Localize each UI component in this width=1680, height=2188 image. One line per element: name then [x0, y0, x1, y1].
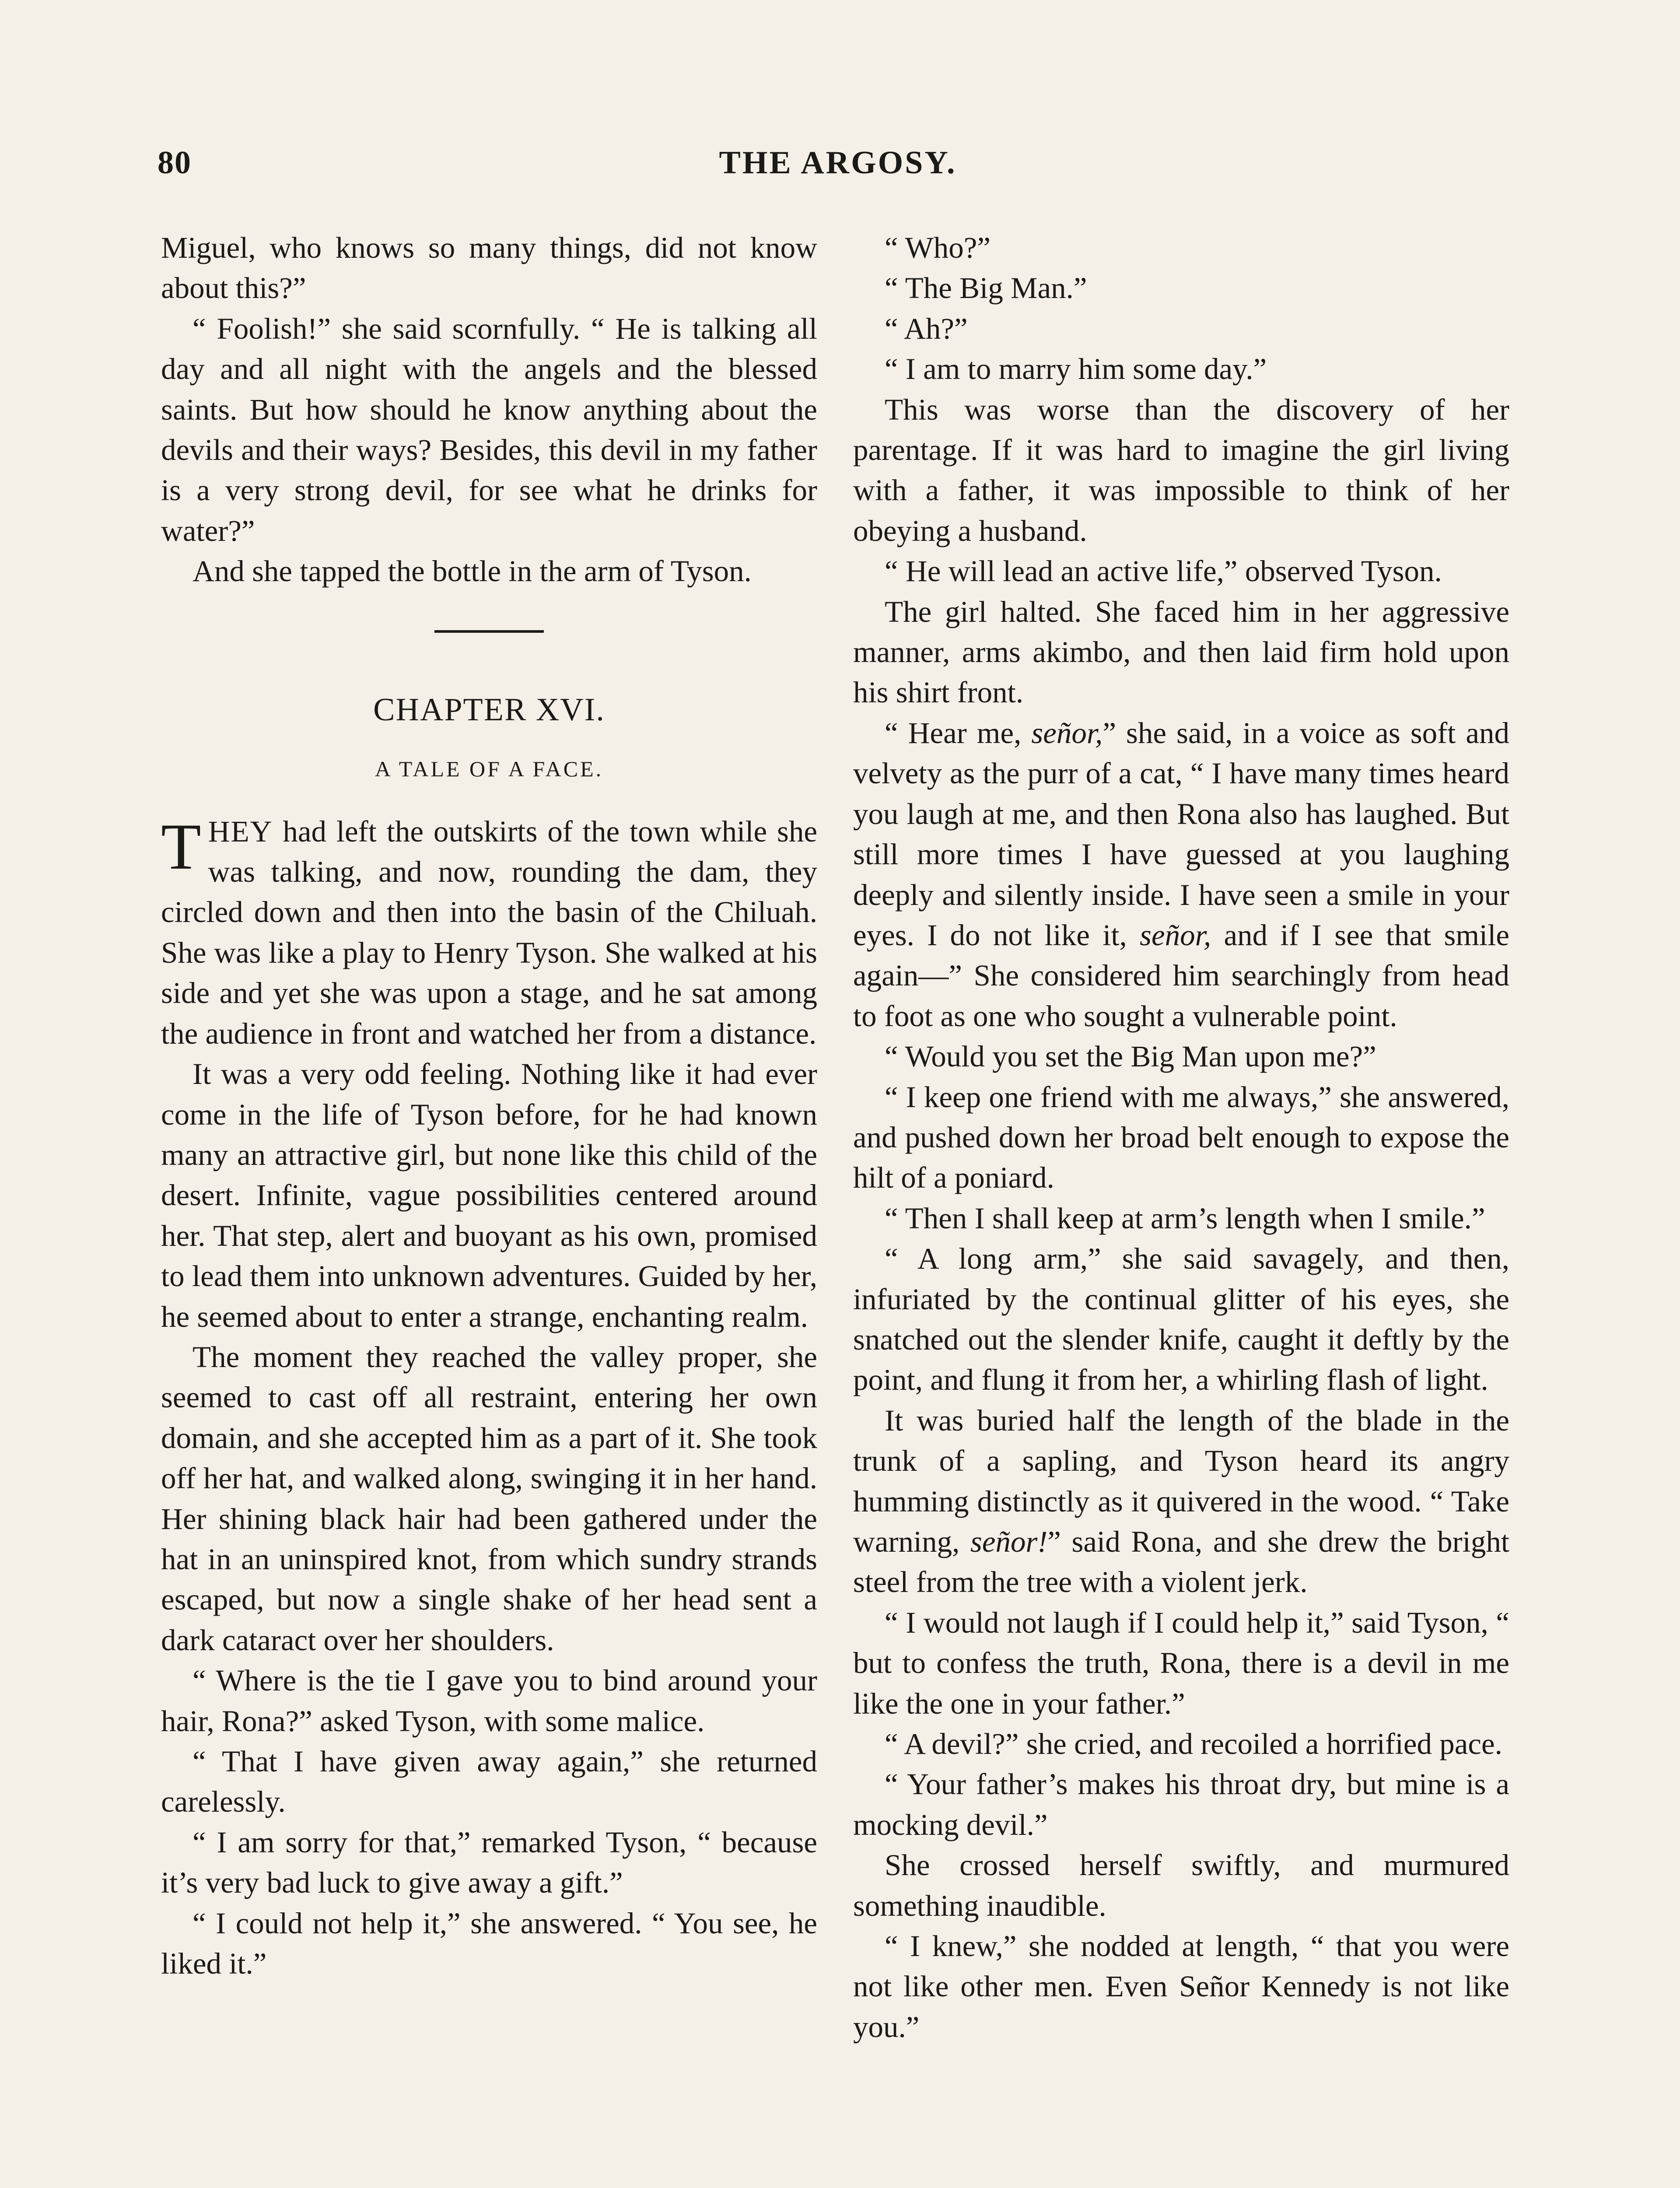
paragraph: “ Where is the tie I gave you to bind around your hair, Rona?” asked Tyson, with some malice.: [161, 1664, 817, 1738]
paragraph: “ I could not help it,” she answered. “ You see, he liked it.”: [161, 1906, 817, 1981]
drop-cap: T: [161, 810, 201, 883]
paragraph: “ Your father’s makes his throat dry, but mine is a mocking devil.”: [853, 1767, 1509, 1841]
paragraph: “ I knew,” she nodded at length, “ that you were not like other men. Even Señor Kennedy is not like you.”: [853, 1929, 1509, 2044]
paragraph: “ Then I shall keep at arm’s length when I smile.”: [885, 1201, 1485, 1235]
paragraph: “ Who?”: [885, 231, 991, 264]
paragraph: And she tapped the bottle in the arm of Tyson.: [192, 554, 752, 588]
right-column: [853, 228, 1509, 2047]
running-head: [158, 144, 1518, 193]
paragraph: The moment they reached the valley proper, she seemed to cast off all restraint, entering her own domain, and she accepted him as a part of it. She took off her hat, and walked along, swinging it in her hand. Her shining black hair had been gathered under the hat in an uninspired knot, from which sundry strands escaped, but now a single shake of her head sent a dark cataract over her shoulders.: [161, 1340, 817, 1657]
paragraph: “ Ah?”: [885, 312, 968, 345]
paragraph: [853, 713, 1509, 1036]
paragraph: She crossed herself swiftly, and murmured something inaudible.: [853, 1848, 1509, 1922]
paragraph: “ The Big Man.”: [885, 271, 1087, 305]
paragraph: It was a very odd feeling. Nothing like it had ever come in the life of Tyson before, for he had known many an attractive girl, but none like this child of the desert. Infinite, vague possibilities centered around her. That step, alert and buoyant as his own, promised to lead them into unknown adventures. Guided by her, he seemed about to enter a strange, enchanting realm.: [161, 1057, 817, 1333]
page-number: 80: [158, 145, 192, 181]
paragraph: “ Foolish!” she said scornfully. “ He is talking all day and all night with the angels and the blessed saints. But how should he know anything about the devils and their ways? Besides, this devil in my father is a very strong devil, for see what he drinks for water?”: [161, 312, 817, 547]
paragraph: The girl halted. She faced him in her aggressive manner, arms akimbo, and then laid firm hold upon his shirt front.: [853, 595, 1509, 709]
paragraph: [853, 1400, 1509, 1602]
paragraph: “ I am to marry him some day.”: [885, 352, 1267, 386]
chapter-title: CHAPTER XVI.: [373, 691, 605, 728]
paragraph: “ I am sorry for that,” remarked Tyson, “ because it’s very bad luck to give away a gift.”: [161, 1825, 817, 1900]
paragraph: “ I would not laugh if I could help it,” said Tyson, “ but to confess the truth, Rona, there is a devil in me like the one in your father.”: [853, 1606, 1509, 1720]
text-run: ” she said, in a voice as soft and velvety as the purr of a cat, “ I have many times heard you laugh at me, and then Rona also has laughed. But still more times I have guessed at you laughing deeply and silently inside. I have seen a smile in your eyes. I do not like it,: [853, 716, 1509, 952]
opening-paragraph: [161, 811, 817, 1054]
paragraph: “ He will lead an active life,” observed Tyson.: [885, 554, 1442, 588]
text-run: and if I see that smile again—” She considered him searchingly from head to foot as one who sought a vulnerable point.: [853, 918, 1509, 1033]
italic-word: señor,: [1031, 716, 1103, 750]
magazine-title: THE ARGOSY.: [719, 145, 957, 181]
section-divider: [434, 630, 544, 633]
paragraph: Miguel, who knows so many things, did not know about this?”: [161, 231, 817, 305]
opening-word: HEY: [208, 814, 273, 848]
italic-word: señor!: [970, 1525, 1048, 1558]
left-column: [161, 228, 817, 1984]
text-run: ” said Rona, and she drew the bright steel from the tree with a violent jerk.: [853, 1525, 1509, 1599]
paragraph: This was worse than the discovery of her parentage. If it was hard to imagine the girl living with a father, it was impossible to think of her obeying a husband.: [853, 393, 1509, 547]
text-run: “ Hear me,: [885, 716, 1032, 750]
opening-text: had left the outskirts of the town while she was talking, and now, rounding the dam, they circled down and then into the basin of the Chiluah. She was like a play to Henry Tyson. She walked at his side and yet she was upon a stage, and he sat among the audience in front and watched her from a distance.: [161, 814, 817, 1050]
chapter-subtitle: A TALE OF A FACE.: [374, 756, 604, 781]
italic-word: señor,: [1140, 918, 1211, 952]
paragraph: “ Would you set the Big Man upon me?”: [885, 1040, 1376, 1073]
text-run: It was buried half the length of the blade in the trunk of a sapling, and Tyson heard its angry humming distinctly as it quivered in the wood. “ Take warning,: [853, 1403, 1509, 1558]
paragraph: “ A long arm,” she said savagely, and then, infuriated by the continual glitter of his eyes, she snatched out the slender knife, caught it deftly by the point, and flung it from her, a whirling flash of light.: [853, 1242, 1509, 1397]
paragraph: “ I keep one friend with me always,” she answered, and pushed down her broad belt enough to expose the hilt of a poniard.: [853, 1080, 1509, 1195]
paragraph: “ A devil?” she cried, and recoiled a horrified pace.: [885, 1727, 1502, 1761]
paragraph: “ That I have given away again,” she returned carelessly.: [161, 1745, 817, 1819]
